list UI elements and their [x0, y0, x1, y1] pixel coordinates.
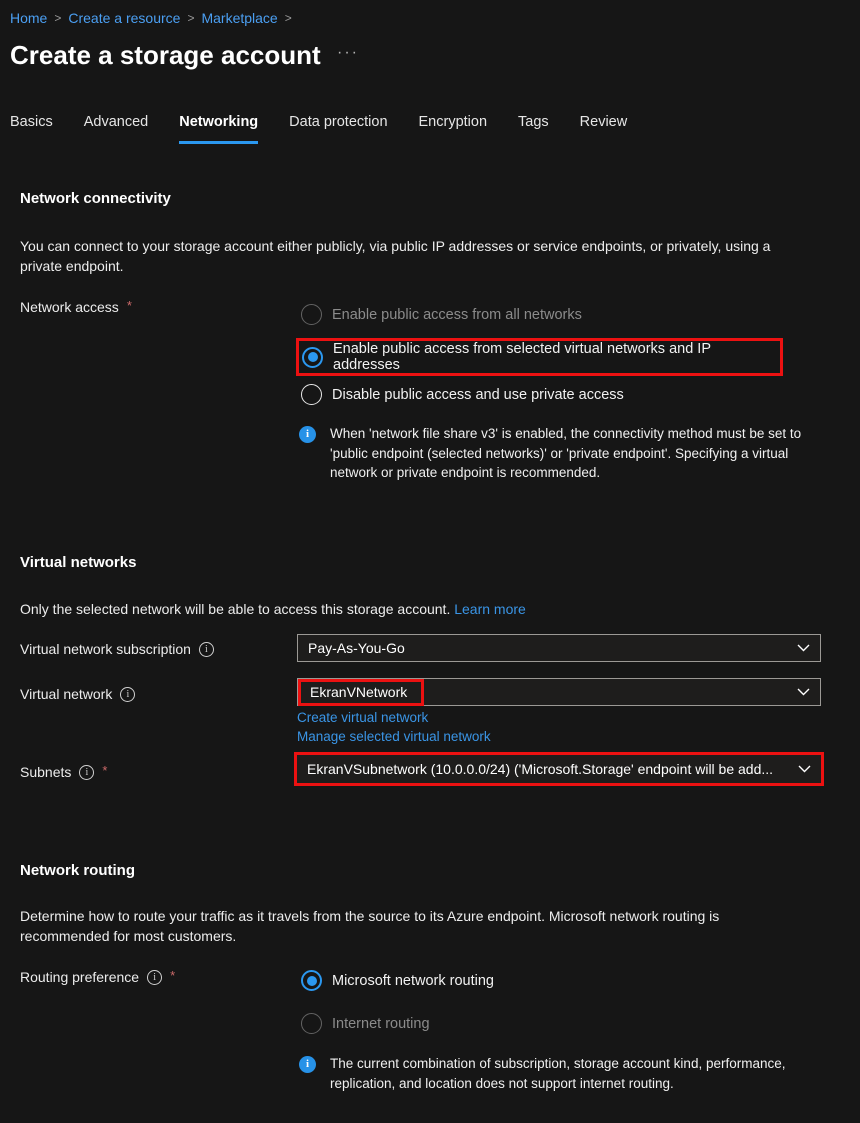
- subnets-dropdown[interactable]: [294, 752, 824, 786]
- required-asterisk: *: [170, 967, 176, 983]
- breadcrumb-link-home[interactable]: Home: [10, 10, 48, 26]
- network-routing-heading: Network routing: [20, 862, 135, 879]
- radio-label: Disable public access and use private access: [332, 386, 624, 403]
- info-tooltip-icon[interactable]: i: [120, 687, 135, 702]
- tab-encryption[interactable]: Encryption: [418, 114, 488, 130]
- radio-label: Internet routing: [332, 1015, 430, 1032]
- network-connectivity-heading: Network connectivity: [20, 190, 171, 207]
- virtual-network-label-text: Virtual network: [20, 686, 113, 702]
- tab-review[interactable]: Review: [579, 114, 628, 130]
- info-tooltip-icon[interactable]: i: [79, 765, 94, 780]
- network-access-label: [20, 299, 132, 315]
- radio-icon[interactable]: [301, 384, 322, 405]
- virtual-network-dropdown[interactable]: [297, 678, 821, 706]
- radio-enable-public-all-networks: [301, 304, 582, 325]
- virtual-networks-description-text: Only the selected network will be able to access this storage account.: [20, 601, 451, 617]
- required-asterisk: *: [102, 762, 108, 778]
- network-access-label-text: Network access: [20, 299, 119, 315]
- radio-enable-public-selected-networks[interactable]: [296, 338, 783, 376]
- tab-basics[interactable]: Basics: [10, 114, 53, 130]
- manage-virtual-network-link[interactable]: Manage selected virtual network: [297, 729, 491, 744]
- subnets-value: EkranVSubnetwork (10.0.0.0/24) ('Microsoft.Storage' endpoint will be add...: [307, 761, 774, 777]
- radio-disable-public-access[interactable]: [301, 384, 624, 405]
- tab-data-protection[interactable]: Data protection: [289, 114, 388, 130]
- info-icon: i: [299, 426, 316, 443]
- vnet-subscription-label: [20, 641, 214, 657]
- subnets-label: [20, 764, 107, 780]
- radio-microsoft-network-routing[interactable]: [301, 970, 494, 991]
- page-title: Create a storage account: [10, 40, 321, 70]
- radio-label: Enable public access from selected virtual networks and IP addresses: [333, 341, 711, 373]
- network-routing-description: Determine how to route your traffic as it travels from the source to its Azure endpoint. Microsoft network routing is recommended for most customers.: [20, 908, 720, 944]
- chevron-down-icon: [798, 765, 811, 773]
- virtual-network-value: EkranVNetwork: [298, 679, 424, 706]
- wizard-tabs: [10, 114, 627, 144]
- radio-label: Microsoft network routing: [332, 972, 494, 989]
- vnet-subscription-label-text: Virtual network subscription: [20, 641, 191, 657]
- virtual-networks-description: [20, 600, 820, 620]
- routing-preference-label: [20, 969, 175, 985]
- radio-internet-routing: [301, 1013, 430, 1034]
- radio-icon: [301, 304, 322, 325]
- vnet-subscription-value: Pay-As-You-Go: [308, 640, 405, 656]
- learn-more-link[interactable]: Learn more: [454, 601, 526, 617]
- info-icon: i: [299, 1056, 316, 1073]
- breadcrumb-link-marketplace[interactable]: Marketplace: [201, 10, 278, 26]
- chevron-down-icon: [797, 688, 810, 696]
- breadcrumb: [10, 10, 292, 26]
- radio-selected-icon[interactable]: [301, 970, 322, 991]
- breadcrumb-separator-icon: >: [187, 11, 195, 25]
- tab-networking[interactable]: Networking: [179, 114, 258, 144]
- more-options-icon[interactable]: ···: [337, 44, 359, 61]
- subnets-label-text: Subnets: [20, 764, 72, 780]
- create-virtual-network-link[interactable]: Create virtual network: [297, 710, 429, 725]
- tab-advanced[interactable]: Advanced: [83, 114, 149, 130]
- radio-label: Enable public access from all networks: [332, 306, 582, 323]
- virtual-networks-heading: Virtual networks: [20, 554, 137, 571]
- radio-selected-icon[interactable]: [302, 347, 323, 368]
- routing-info-note: The current combination of subscription, storage account kind, performance, replication, and location does not support internet routing.: [330, 1056, 786, 1091]
- network-connectivity-description: You can connect to your storage account either publicly, via public IP addresses or service endpoints, or privately, using a private endpoint.: [20, 238, 771, 274]
- info-tooltip-icon[interactable]: i: [147, 970, 162, 985]
- breadcrumb-separator-icon: >: [284, 11, 292, 25]
- required-asterisk: *: [126, 297, 132, 313]
- routing-preference-label-text: Routing preference: [20, 969, 140, 985]
- breadcrumb-separator-icon: >: [54, 11, 62, 25]
- breadcrumb-link-create-a-resource[interactable]: Create a resource: [68, 10, 181, 26]
- radio-icon: [301, 1013, 322, 1034]
- virtual-network-label: [20, 686, 135, 702]
- connectivity-info-note: When 'network file share v3' is enabled, the connectivity method must be set to 'public endpoint (selected networks)' or 'private endpoint'. Specifying a virtual network or private endpoint is recommended.: [330, 426, 802, 480]
- chevron-down-icon: [797, 644, 810, 652]
- vnet-subscription-dropdown[interactable]: [297, 634, 821, 662]
- info-tooltip-icon[interactable]: i: [199, 642, 214, 657]
- tab-tags[interactable]: Tags: [518, 114, 549, 130]
